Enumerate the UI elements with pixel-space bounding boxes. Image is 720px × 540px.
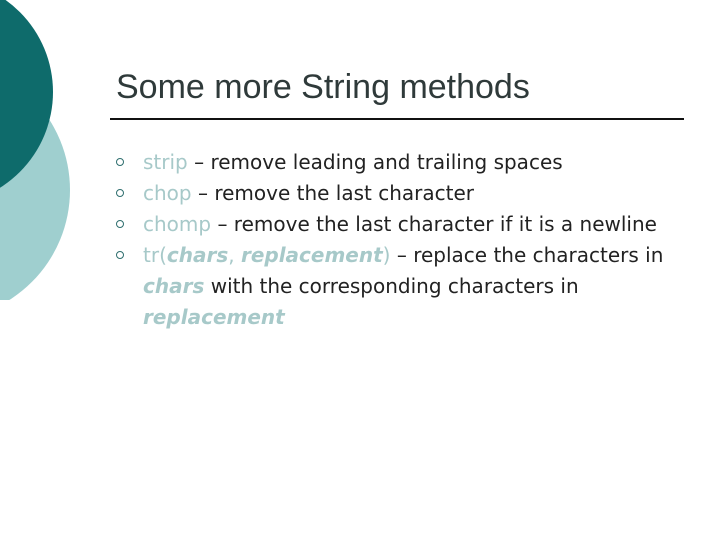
method-name: chop: [143, 181, 192, 205]
bullet-circle-icon: [116, 189, 124, 197]
method-description: – remove the last character if it is a newline: [211, 212, 657, 236]
method-description: – remove leading and trailing spaces: [187, 150, 563, 174]
method-name: chomp: [143, 212, 212, 236]
bullet-circle-icon: [116, 158, 124, 166]
method-arg-chars: chars: [166, 243, 229, 267]
method-description: – replace the characters in: [390, 243, 664, 267]
method-name-suffix: ): [382, 243, 391, 267]
bullet-circle-icon: [116, 220, 124, 228]
inline-arg-chars: chars: [143, 274, 205, 298]
title-divider: [110, 118, 684, 120]
list-item: [112, 178, 682, 209]
method-name-prefix: tr(: [143, 243, 167, 267]
bullet-circle-icon: [116, 251, 124, 259]
page-title: Some more String methods: [116, 68, 530, 106]
list-item: [112, 240, 682, 333]
method-name: strip: [143, 150, 188, 174]
method-description-cont: with the corresponding characters in: [204, 274, 579, 298]
method-arg-separator: ,: [228, 243, 241, 267]
inline-arg-replacement: replacement: [143, 305, 285, 329]
method-arg-replacement: replacement: [240, 243, 383, 267]
list-item: [112, 209, 682, 240]
method-description: – remove the last character: [191, 181, 475, 205]
list-item: [112, 147, 682, 178]
bullet-list: [112, 147, 682, 333]
